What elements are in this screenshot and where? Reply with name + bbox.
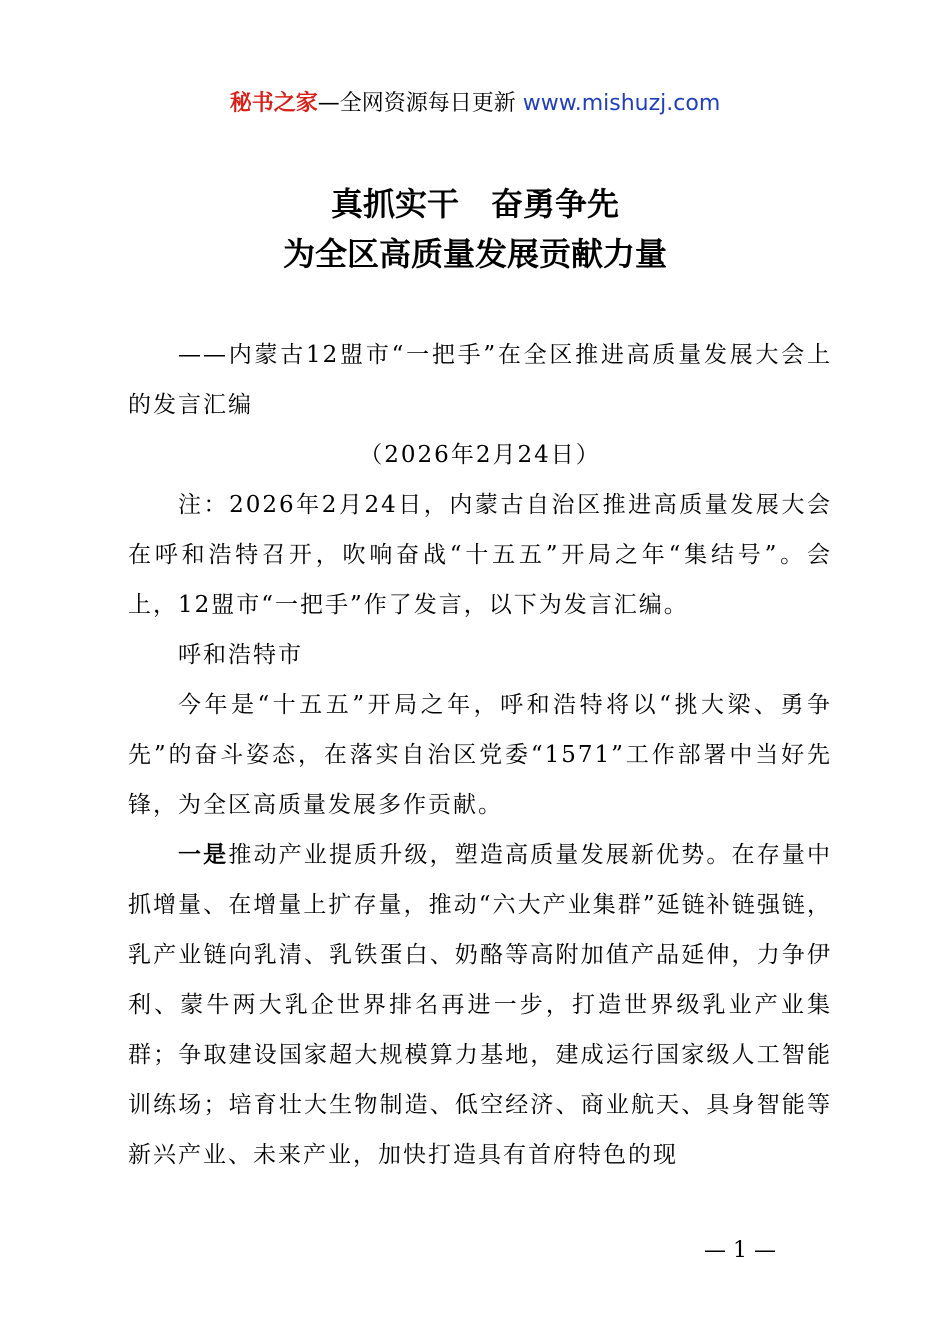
page-number: — 1 — bbox=[704, 1238, 776, 1263]
document-subtitle: ——内蒙古12盟市“一把手”在全区推进高质量发展大会上的发言汇编 bbox=[128, 342, 832, 418]
section-heading-city: 呼和浩特市 bbox=[178, 642, 303, 668]
point-one-text: 推动产业提质升级，塑造高质量发展新优势。在存量中抓增量、在增量上扩存量，推动“六大产业集群”延链补链强链，乳产业链向乳清、乳铁蛋白、奶酪等高附加值产品延伸，力争伊利、蒙牛两大乳企世界排名再进一步，打造世界级乳业产业集群；争取建设国家超大规模算力基地，建成运行国家级人工智能训练场；培育壮大生物制造、低空经济、商业航天、具身智能等新兴产业、未来产业，加快打造具有首府特色的现 bbox=[128, 842, 833, 1168]
site-header bbox=[0, 88, 950, 120]
document-date: （2026年2月24日） bbox=[359, 442, 601, 468]
document-title-line-1: 真抓实干 奋勇争先 bbox=[330, 185, 619, 223]
point-one-lead: 一是 bbox=[178, 841, 229, 868]
brand-name: 秘书之家 bbox=[229, 91, 318, 116]
point-one-paragraph bbox=[128, 830, 832, 1180]
document-body bbox=[128, 330, 832, 1180]
document-title-line-2: 为全区高质量发展贡献力量 bbox=[282, 235, 667, 273]
editor-note: 注：2026年2月24日，内蒙古自治区推进高质量发展大会在呼和浩特召开，吹响奋战“十五五”开局之年“集结号”。会上，12盟市“一把手”作了发言，以下为发言汇编。 bbox=[128, 492, 832, 618]
intro-paragraph: 今年是“十五五”开局之年，呼和浩特将以“挑大梁、勇争先”的奋斗姿态，在落实自治区党委“1571”工作部署中当好先锋，为全区高质量发展多作贡献。 bbox=[128, 692, 832, 818]
header-slogan: —全网资源每日更新 bbox=[317, 91, 516, 116]
site-url-link[interactable]: www.mishuzj.com bbox=[522, 91, 721, 116]
